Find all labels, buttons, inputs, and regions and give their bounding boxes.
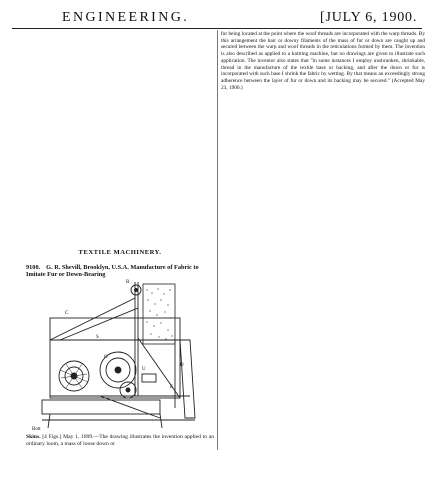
right-column-text	[221, 31, 425, 91]
loom-illustration	[30, 278, 210, 434]
figure-label: O	[104, 355, 108, 360]
body-lead: Skins.	[26, 434, 41, 440]
section-title: TEXTILE MACHINERY.	[78, 249, 162, 256]
patent-heading	[26, 264, 214, 279]
figure-label: E	[170, 385, 174, 390]
journal-title: ENGINEERING.	[62, 10, 190, 25]
column-divider	[217, 30, 218, 450]
patent-number: 9100.	[26, 264, 41, 271]
patent-body	[26, 434, 214, 448]
right-column-paragraph: fur being located at the point where the woof threads are incorporated with the warp threads. By this arrangement the hair or downy filaments of the mass of fur or down are caught up and secured between the warp and woof threads in the reticulations formed by them. The invention is also described as applied to a knitting machine, but no drawings are given to illustrate such application. The inventor also states that "in some instances I employ unshrunken, shrinkable, thread in the manufacture of the textile base or backing, and after the down or fur is incorporated with such base I shrink the fabric by wetting. By that means an exceedingly strong adherence between the layer of fur or down and its backing may be secured." (Accepted May 23, 1900.)	[221, 31, 425, 91]
header-rule	[12, 28, 422, 29]
figure-label: Bott	[32, 427, 41, 432]
body-text: [4 Figs.] May 1, 1899.—The drawing illustrates the invention applied to an ordinary loom, a mass of loose down or	[26, 434, 215, 447]
issue-date: [JULY 6, 1900.	[320, 10, 418, 25]
masthead	[0, 10, 433, 30]
figure-label: B	[126, 280, 130, 285]
figure-label: D	[180, 363, 184, 368]
figure-label: S	[96, 335, 99, 340]
figure-label: C	[65, 311, 69, 316]
patent-heading-text: G. R. Shevill, Brooklyn, U.S.A. Manufacture of Fabric to Imitate Fur or Down-Bearing	[26, 264, 199, 279]
left-column	[26, 249, 214, 279]
figure-label: U	[142, 367, 146, 372]
